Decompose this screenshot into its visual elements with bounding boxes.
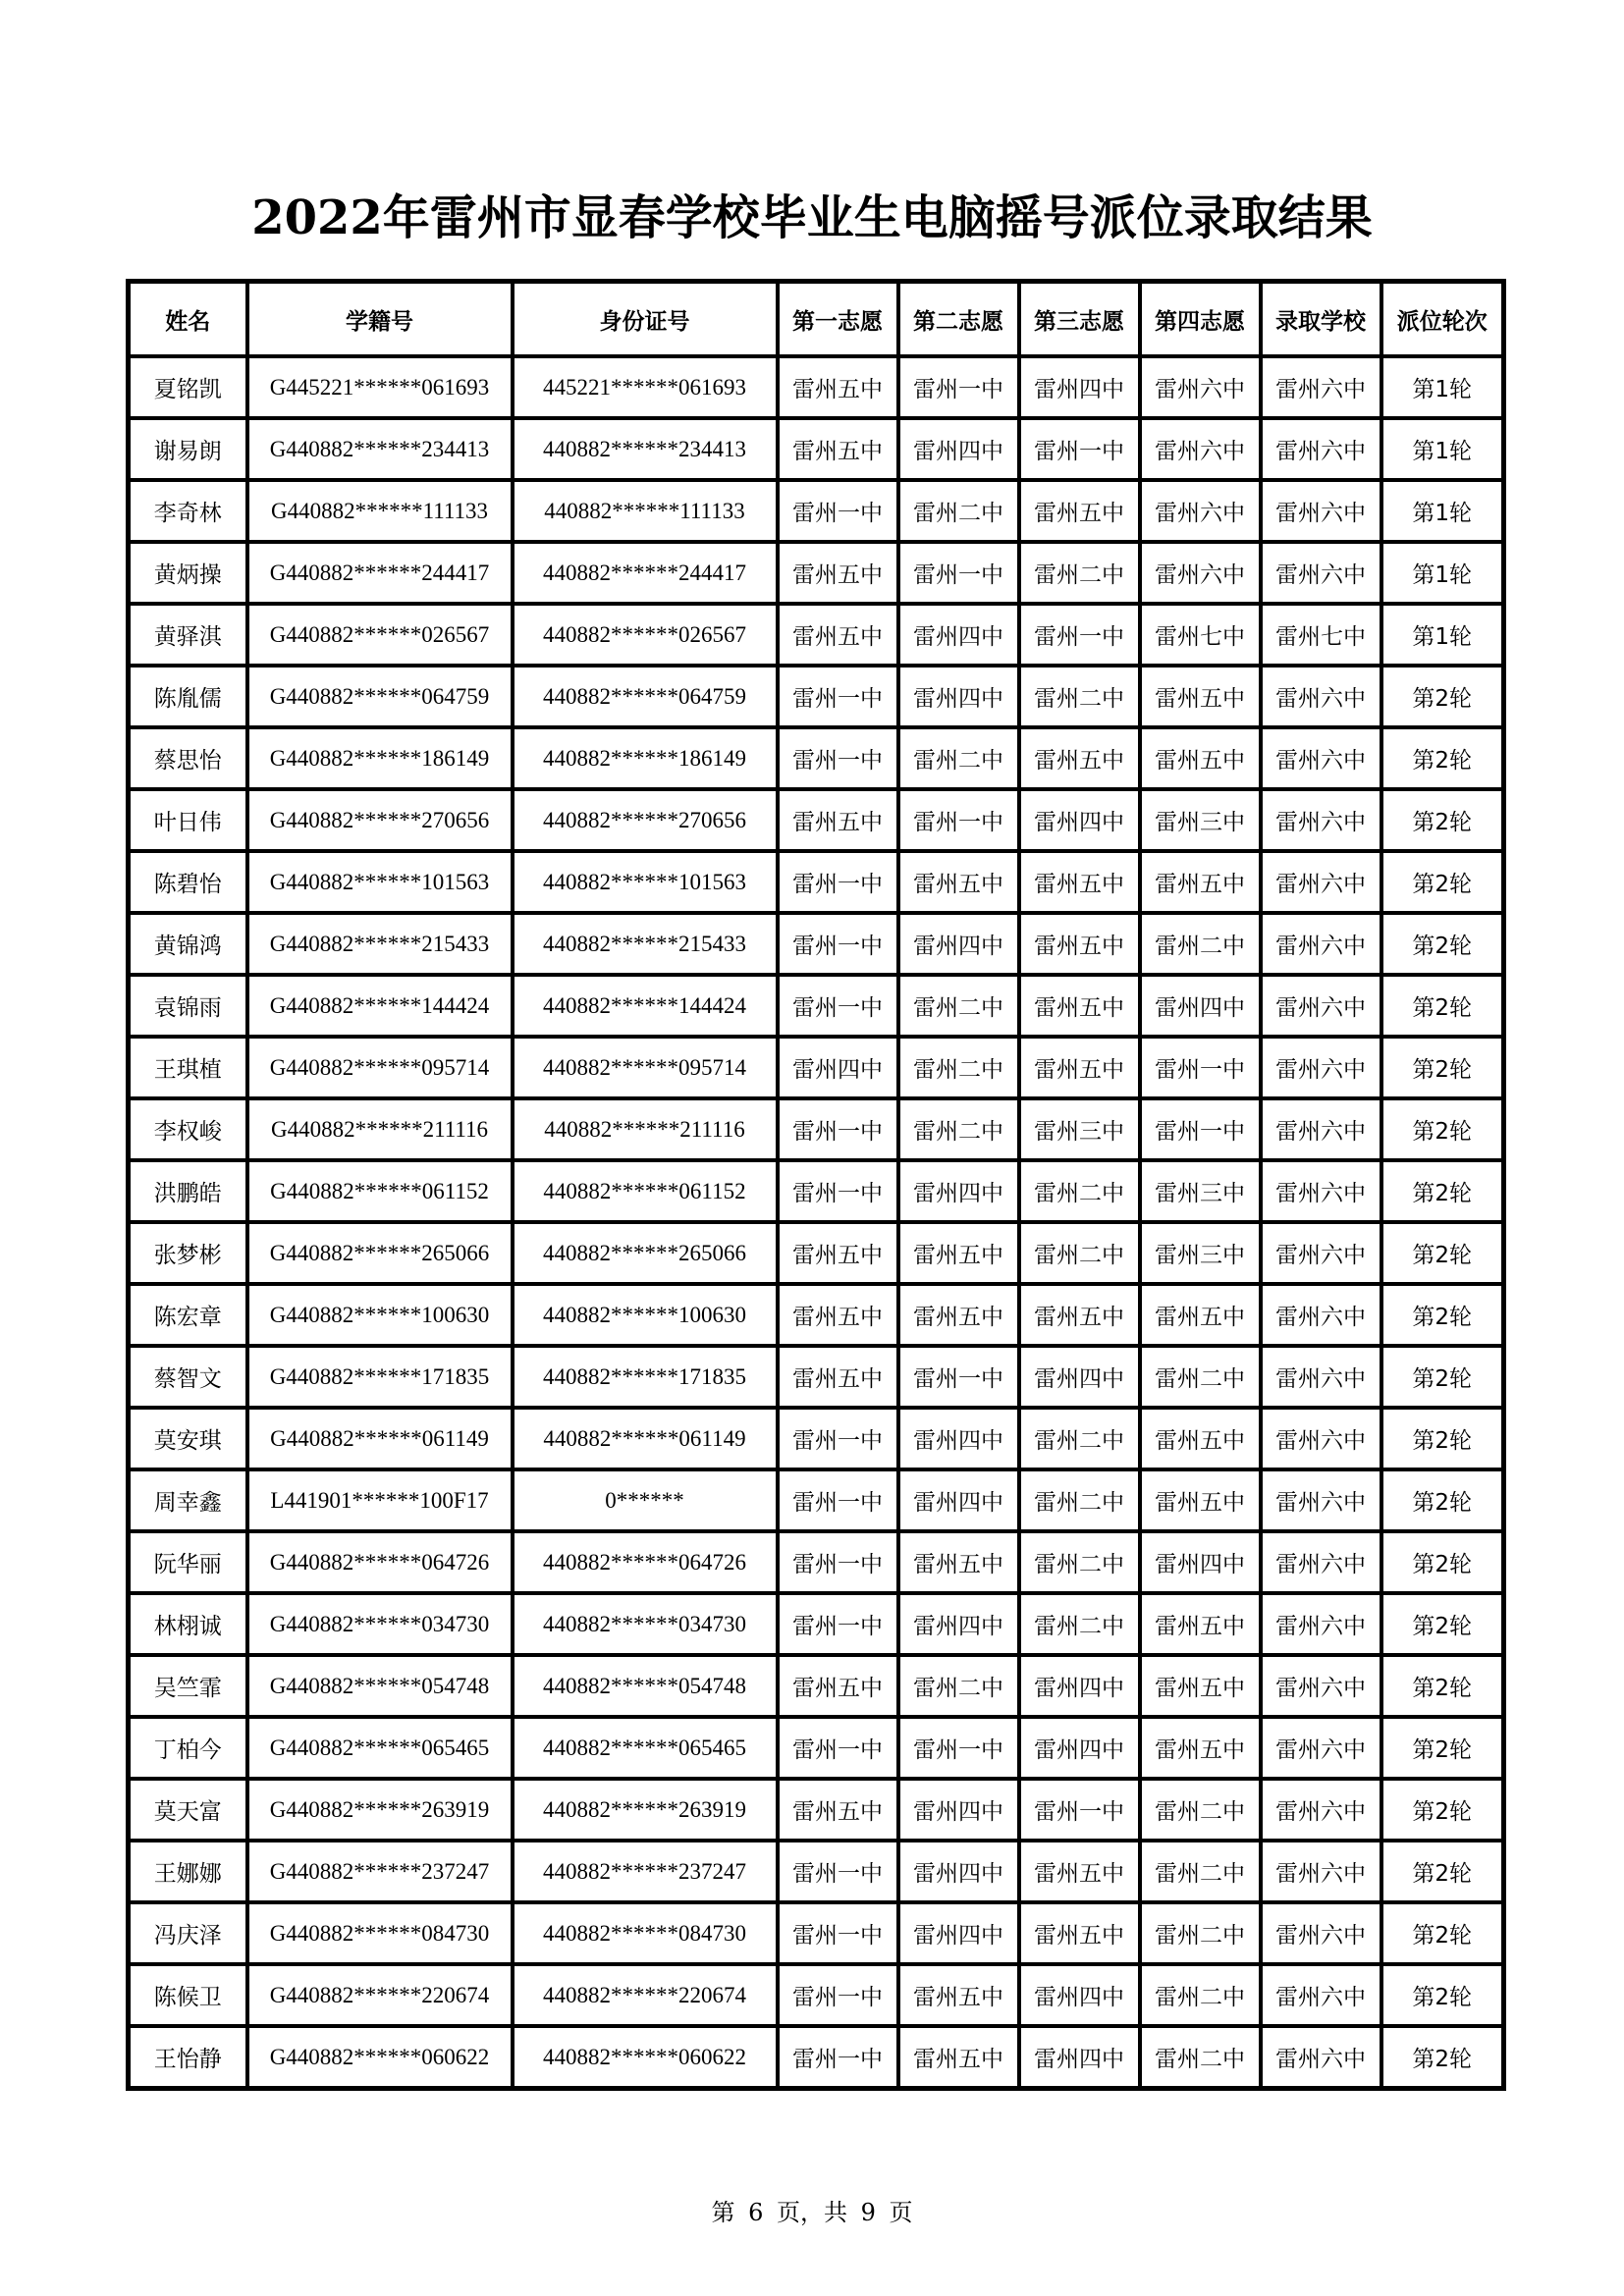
cell-round: 第2轮 [1381, 789, 1504, 851]
cell-admitted-school: 雷州六中 [1261, 727, 1381, 789]
cell-name: 王怡静 [129, 2026, 247, 2089]
cell-choice-2: 雷州五中 [898, 1964, 1019, 2026]
cell-name: 吴竺霏 [129, 1655, 247, 1717]
cell-round: 第2轮 [1381, 1222, 1504, 1284]
cell-student-id: G440882******061149 [247, 1408, 513, 1469]
cell-id-card: 440882******084730 [513, 1902, 778, 1964]
cell-choice-2: 雷州二中 [898, 1098, 1019, 1160]
cell-round: 第2轮 [1381, 975, 1504, 1037]
cell-round: 第2轮 [1381, 1037, 1504, 1098]
cell-admitted-school: 雷州六中 [1261, 356, 1381, 418]
cell-choice-4: 雷州五中 [1140, 1469, 1261, 1531]
cell-choice-2: 雷州二中 [898, 975, 1019, 1037]
cell-student-id: G440882******220674 [247, 1964, 513, 2026]
table-row [129, 1346, 1504, 1408]
cell-choice-1: 雷州五中 [778, 1779, 898, 1841]
cell-choice-3: 雷州二中 [1019, 542, 1140, 604]
table-row [129, 1841, 1504, 1902]
cell-round: 第1轮 [1381, 356, 1504, 418]
cell-choice-1: 雷州五中 [778, 789, 898, 851]
cell-round: 第2轮 [1381, 1902, 1504, 1964]
cell-choice-4: 雷州一中 [1140, 1037, 1261, 1098]
cell-choice-2: 雷州四中 [898, 604, 1019, 666]
cell-choice-3: 雷州五中 [1019, 1037, 1140, 1098]
cell-choice-2: 雷州四中 [898, 1902, 1019, 1964]
table-row [129, 913, 1504, 975]
table-row [129, 1779, 1504, 1841]
cell-admitted-school: 雷州六中 [1261, 1531, 1381, 1593]
cell-choice-1: 雷州一中 [778, 1902, 898, 1964]
cell-id-card: 440882******111133 [513, 480, 778, 542]
cell-student-id: G440882******034730 [247, 1593, 513, 1655]
table-row [129, 727, 1504, 789]
cell-student-id: G440882******064759 [247, 666, 513, 727]
column-header-student-id: 学籍号 [247, 282, 513, 357]
cell-choice-1: 雷州一中 [778, 666, 898, 727]
cell-admitted-school: 雷州六中 [1261, 1593, 1381, 1655]
cell-choice-3: 雷州四中 [1019, 356, 1140, 418]
table-row [129, 1037, 1504, 1098]
cell-round: 第2轮 [1381, 1779, 1504, 1841]
cell-choice-2: 雷州五中 [898, 1284, 1019, 1346]
cell-choice-3: 雷州五中 [1019, 913, 1140, 975]
cell-student-id: G440882******144424 [247, 975, 513, 1037]
cell-id-card: 440882******061149 [513, 1408, 778, 1469]
cell-student-id: G440882******065465 [247, 1717, 513, 1779]
cell-round: 第2轮 [1381, 913, 1504, 975]
cell-choice-1: 雷州五中 [778, 1222, 898, 1284]
cell-round: 第2轮 [1381, 1593, 1504, 1655]
cell-choice-3: 雷州五中 [1019, 1902, 1140, 1964]
cell-round: 第2轮 [1381, 1408, 1504, 1469]
cell-name: 谢易朗 [129, 418, 247, 480]
cell-name: 洪鹏皓 [129, 1160, 247, 1222]
cell-choice-2: 雷州四中 [898, 666, 1019, 727]
cell-choice-2: 雷州五中 [898, 1531, 1019, 1593]
cell-admitted-school: 雷州六中 [1261, 1222, 1381, 1284]
column-header-choice-1: 第一志愿 [778, 282, 898, 357]
cell-choice-4: 雷州七中 [1140, 604, 1261, 666]
cell-choice-1: 雷州五中 [778, 1655, 898, 1717]
cell-admitted-school: 雷州七中 [1261, 604, 1381, 666]
cell-admitted-school: 雷州六中 [1261, 2026, 1381, 2089]
cell-choice-4: 雷州五中 [1140, 851, 1261, 913]
cell-student-id: L441901******100F17 [247, 1469, 513, 1531]
cell-admitted-school: 雷州六中 [1261, 480, 1381, 542]
cell-round: 第1轮 [1381, 542, 1504, 604]
cell-round: 第1轮 [1381, 418, 1504, 480]
cell-choice-2: 雷州一中 [898, 789, 1019, 851]
cell-id-card: 440882******186149 [513, 727, 778, 789]
cell-round: 第2轮 [1381, 851, 1504, 913]
cell-choice-2: 雷州四中 [898, 1469, 1019, 1531]
cell-choice-1: 雷州一中 [778, 913, 898, 975]
column-header-choice-3: 第三志愿 [1019, 282, 1140, 357]
cell-student-id: G440882******111133 [247, 480, 513, 542]
cell-choice-2: 雷州四中 [898, 1160, 1019, 1222]
cell-choice-3: 雷州五中 [1019, 1841, 1140, 1902]
cell-id-card: 440882******215433 [513, 913, 778, 975]
cell-choice-4: 雷州三中 [1140, 1222, 1261, 1284]
cell-choice-2: 雷州一中 [898, 1717, 1019, 1779]
cell-student-id: G440882******171835 [247, 1346, 513, 1408]
cell-student-id: G440882******064726 [247, 1531, 513, 1593]
cell-choice-1: 雷州五中 [778, 604, 898, 666]
cell-student-id: G440882******244417 [247, 542, 513, 604]
cell-admitted-school: 雷州六中 [1261, 1841, 1381, 1902]
cell-choice-4: 雷州六中 [1140, 356, 1261, 418]
cell-choice-2: 雷州五中 [898, 1222, 1019, 1284]
cell-choice-2: 雷州四中 [898, 1779, 1019, 1841]
cell-choice-1: 雷州一中 [778, 727, 898, 789]
table-row [129, 604, 1504, 666]
cell-round: 第2轮 [1381, 1284, 1504, 1346]
cell-choice-3: 雷州五中 [1019, 851, 1140, 913]
cell-choice-2: 雷州四中 [898, 913, 1019, 975]
cell-name: 陈碧怡 [129, 851, 247, 913]
cell-round: 第2轮 [1381, 727, 1504, 789]
cell-name: 袁锦雨 [129, 975, 247, 1037]
cell-admitted-school: 雷州六中 [1261, 1284, 1381, 1346]
cell-name: 陈候卫 [129, 1964, 247, 2026]
cell-choice-4: 雷州一中 [1140, 1098, 1261, 1160]
cell-round: 第2轮 [1381, 1964, 1504, 2026]
cell-choice-1: 雷州一中 [778, 851, 898, 913]
table-row [129, 1964, 1504, 2026]
cell-name: 李奇林 [129, 480, 247, 542]
cell-round: 第2轮 [1381, 1346, 1504, 1408]
cell-student-id: G440882******270656 [247, 789, 513, 851]
cell-round: 第1轮 [1381, 604, 1504, 666]
cell-choice-1: 雷州五中 [778, 418, 898, 480]
cell-choice-4: 雷州二中 [1140, 1964, 1261, 2026]
cell-student-id: G440882******084730 [247, 1902, 513, 1964]
column-header-round: 派位轮次 [1381, 282, 1504, 357]
table-row [129, 1408, 1504, 1469]
cell-id-card: 440882******144424 [513, 975, 778, 1037]
table-row [129, 1902, 1504, 1964]
cell-admitted-school: 雷州六中 [1261, 851, 1381, 913]
cell-id-card: 440882******244417 [513, 542, 778, 604]
table-row [129, 418, 1504, 480]
cell-choice-3: 雷州一中 [1019, 418, 1140, 480]
column-header-id-card: 身份证号 [513, 282, 778, 357]
cell-choice-1: 雷州四中 [778, 1037, 898, 1098]
table-header-row [129, 282, 1504, 357]
cell-name: 莫安琪 [129, 1408, 247, 1469]
cell-choice-1: 雷州一中 [778, 1964, 898, 2026]
cell-admitted-school: 雷州六中 [1261, 1779, 1381, 1841]
cell-admitted-school: 雷州六中 [1261, 1902, 1381, 1964]
table-row [129, 1655, 1504, 1717]
cell-choice-3: 雷州四中 [1019, 1717, 1140, 1779]
cell-id-card: 440882******220674 [513, 1964, 778, 2026]
cell-id-card: 440882******237247 [513, 1841, 778, 1902]
table-row [129, 1469, 1504, 1531]
cell-choice-4: 雷州二中 [1140, 2026, 1261, 2089]
cell-choice-1: 雷州一中 [778, 1593, 898, 1655]
cell-round: 第2轮 [1381, 1469, 1504, 1531]
cell-id-card: 440882******265066 [513, 1222, 778, 1284]
cell-admitted-school: 雷州六中 [1261, 1098, 1381, 1160]
cell-choice-1: 雷州一中 [778, 1408, 898, 1469]
cell-id-card: 440882******064726 [513, 1531, 778, 1593]
cell-round: 第2轮 [1381, 1841, 1504, 1902]
cell-name: 王琪植 [129, 1037, 247, 1098]
cell-id-card: 440882******211116 [513, 1098, 778, 1160]
cell-id-card: 440882******270656 [513, 789, 778, 851]
cell-choice-4: 雷州六中 [1140, 542, 1261, 604]
column-header-name: 姓名 [129, 282, 247, 357]
cell-student-id: G440882******186149 [247, 727, 513, 789]
cell-choice-3: 雷州二中 [1019, 1222, 1140, 1284]
cell-id-card: 440882******061152 [513, 1160, 778, 1222]
cell-name: 冯庆泽 [129, 1902, 247, 1964]
cell-student-id: G440882******026567 [247, 604, 513, 666]
document-title: 2022年雷州市显春学校毕业生电脑摇号派位录取结果 [251, 190, 1373, 245]
page-number-footer: 第 6 页，共 9 页 [711, 2199, 913, 2226]
cell-student-id: G440882******237247 [247, 1841, 513, 1902]
cell-choice-1: 雷州五中 [778, 356, 898, 418]
table-row [129, 666, 1504, 727]
cell-name: 黄驿淇 [129, 604, 247, 666]
cell-choice-2: 雷州五中 [898, 2026, 1019, 2089]
cell-student-id: G440882******101563 [247, 851, 513, 913]
cell-admitted-school: 雷州六中 [1261, 1160, 1381, 1222]
cell-choice-1: 雷州一中 [778, 1098, 898, 1160]
cell-id-card: 440882******064759 [513, 666, 778, 727]
cell-name: 陈宏章 [129, 1284, 247, 1346]
cell-admitted-school: 雷州六中 [1261, 1408, 1381, 1469]
cell-choice-4: 雷州三中 [1140, 789, 1261, 851]
cell-choice-3: 雷州二中 [1019, 666, 1140, 727]
cell-choice-2: 雷州二中 [898, 727, 1019, 789]
table-row [129, 1593, 1504, 1655]
table-row [129, 1717, 1504, 1779]
cell-admitted-school: 雷州六中 [1261, 1037, 1381, 1098]
cell-id-card: 440882******060622 [513, 2026, 778, 2089]
cell-choice-2: 雷州四中 [898, 1408, 1019, 1469]
cell-round: 第2轮 [1381, 2026, 1504, 2089]
cell-choice-2: 雷州一中 [898, 542, 1019, 604]
table-row [129, 1531, 1504, 1593]
cell-student-id: G440882******054748 [247, 1655, 513, 1717]
cell-admitted-school: 雷州六中 [1261, 1469, 1381, 1531]
cell-choice-4: 雷州四中 [1140, 1531, 1261, 1593]
table-row [129, 480, 1504, 542]
cell-choice-4: 雷州六中 [1140, 418, 1261, 480]
cell-round: 第2轮 [1381, 666, 1504, 727]
cell-name: 王娜娜 [129, 1841, 247, 1902]
table-row [129, 851, 1504, 913]
cell-choice-4: 雷州五中 [1140, 666, 1261, 727]
table-row [129, 789, 1504, 851]
cell-choice-4: 雷州二中 [1140, 913, 1261, 975]
table-row [129, 2026, 1504, 2089]
cell-id-card: 440882******263919 [513, 1779, 778, 1841]
cell-name: 夏铭凯 [129, 356, 247, 418]
cell-choice-2: 雷州二中 [898, 480, 1019, 542]
admission-results-table [126, 279, 1506, 2091]
table-row [129, 356, 1504, 418]
cell-round: 第1轮 [1381, 480, 1504, 542]
cell-round: 第2轮 [1381, 1655, 1504, 1717]
cell-choice-3: 雷州四中 [1019, 1964, 1140, 2026]
cell-choice-1: 雷州一中 [778, 2026, 898, 2089]
cell-student-id: G440882******061152 [247, 1160, 513, 1222]
cell-admitted-school: 雷州六中 [1261, 666, 1381, 727]
cell-choice-3: 雷州二中 [1019, 1531, 1140, 1593]
cell-choice-4: 雷州二中 [1140, 1779, 1261, 1841]
cell-admitted-school: 雷州六中 [1261, 1346, 1381, 1408]
column-header-choice-4: 第四志愿 [1140, 282, 1261, 357]
cell-student-id: G440882******060622 [247, 2026, 513, 2089]
cell-choice-3: 雷州四中 [1019, 2026, 1140, 2089]
table-body [129, 356, 1504, 2089]
cell-choice-1: 雷州一中 [778, 975, 898, 1037]
cell-name: 蔡思怡 [129, 727, 247, 789]
cell-name: 张梦彬 [129, 1222, 247, 1284]
cell-choice-3: 雷州五中 [1019, 727, 1140, 789]
cell-choice-2: 雷州一中 [898, 1346, 1019, 1408]
cell-student-id: G440882******234413 [247, 418, 513, 480]
cell-id-card: 0****** [513, 1469, 778, 1531]
cell-choice-4: 雷州三中 [1140, 1160, 1261, 1222]
cell-choice-1: 雷州一中 [778, 1469, 898, 1531]
cell-choice-4: 雷州二中 [1140, 1841, 1261, 1902]
cell-choice-2: 雷州五中 [898, 851, 1019, 913]
cell-choice-3: 雷州三中 [1019, 1098, 1140, 1160]
table-row [129, 542, 1504, 604]
cell-name: 李权峻 [129, 1098, 247, 1160]
cell-choice-1: 雷州一中 [778, 1531, 898, 1593]
cell-id-card: 440882******095714 [513, 1037, 778, 1098]
cell-choice-4: 雷州六中 [1140, 480, 1261, 542]
cell-choice-1: 雷州五中 [778, 542, 898, 604]
cell-choice-2: 雷州一中 [898, 356, 1019, 418]
cell-admitted-school: 雷州六中 [1261, 1717, 1381, 1779]
cell-choice-3: 雷州二中 [1019, 1160, 1140, 1222]
cell-id-card: 440882******234413 [513, 418, 778, 480]
column-header-choice-2: 第二志愿 [898, 282, 1019, 357]
cell-choice-3: 雷州五中 [1019, 480, 1140, 542]
cell-choice-4: 雷州五中 [1140, 1284, 1261, 1346]
cell-student-id: G440882******215433 [247, 913, 513, 975]
cell-choice-2: 雷州四中 [898, 1841, 1019, 1902]
cell-id-card: 440882******065465 [513, 1717, 778, 1779]
table-row [129, 1222, 1504, 1284]
cell-choice-4: 雷州五中 [1140, 1717, 1261, 1779]
cell-admitted-school: 雷州六中 [1261, 1655, 1381, 1717]
table-row [129, 1160, 1504, 1222]
cell-name: 黄炳操 [129, 542, 247, 604]
cell-student-id: G445221******061693 [247, 356, 513, 418]
cell-name: 蔡智文 [129, 1346, 247, 1408]
cell-admitted-school: 雷州六中 [1261, 1964, 1381, 2026]
cell-round: 第2轮 [1381, 1717, 1504, 1779]
cell-choice-4: 雷州五中 [1140, 1655, 1261, 1717]
cell-choice-2: 雷州四中 [898, 418, 1019, 480]
table-row [129, 1098, 1504, 1160]
cell-student-id: G440882******263919 [247, 1779, 513, 1841]
cell-student-id: G440882******265066 [247, 1222, 513, 1284]
cell-choice-1: 雷州一中 [778, 1160, 898, 1222]
cell-choice-3: 雷州四中 [1019, 789, 1140, 851]
cell-choice-4: 雷州四中 [1140, 975, 1261, 1037]
cell-id-card: 440882******054748 [513, 1655, 778, 1717]
cell-choice-1: 雷州一中 [778, 1717, 898, 1779]
cell-choice-2: 雷州二中 [898, 1655, 1019, 1717]
cell-choice-1: 雷州一中 [778, 480, 898, 542]
cell-choice-3: 雷州四中 [1019, 1346, 1140, 1408]
cell-round: 第2轮 [1381, 1531, 1504, 1593]
column-header-admitted-school: 录取学校 [1261, 282, 1381, 357]
cell-student-id: G440882******095714 [247, 1037, 513, 1098]
cell-name: 叶日伟 [129, 789, 247, 851]
cell-choice-2: 雷州四中 [898, 1593, 1019, 1655]
cell-choice-4: 雷州二中 [1140, 1902, 1261, 1964]
cell-choice-4: 雷州五中 [1140, 1408, 1261, 1469]
cell-choice-3: 雷州五中 [1019, 1284, 1140, 1346]
cell-name: 莫天富 [129, 1779, 247, 1841]
cell-id-card: 440882******171835 [513, 1346, 778, 1408]
cell-admitted-school: 雷州六中 [1261, 542, 1381, 604]
cell-id-card: 445221******061693 [513, 356, 778, 418]
cell-choice-3: 雷州二中 [1019, 1593, 1140, 1655]
cell-choice-4: 雷州二中 [1140, 1346, 1261, 1408]
cell-choice-1: 雷州五中 [778, 1346, 898, 1408]
cell-choice-3: 雷州五中 [1019, 975, 1140, 1037]
cell-name: 林栩诚 [129, 1593, 247, 1655]
cell-id-card: 440882******026567 [513, 604, 778, 666]
cell-id-card: 440882******100630 [513, 1284, 778, 1346]
cell-name: 阮华丽 [129, 1531, 247, 1593]
cell-choice-3: 雷州四中 [1019, 1655, 1140, 1717]
cell-name: 周幸鑫 [129, 1469, 247, 1531]
cell-choice-4: 雷州五中 [1140, 727, 1261, 789]
cell-choice-3: 雷州二中 [1019, 1408, 1140, 1469]
cell-admitted-school: 雷州六中 [1261, 418, 1381, 480]
cell-student-id: G440882******211116 [247, 1098, 513, 1160]
cell-choice-3: 雷州一中 [1019, 604, 1140, 666]
cell-round: 第2轮 [1381, 1160, 1504, 1222]
cell-admitted-school: 雷州六中 [1261, 913, 1381, 975]
cell-id-card: 440882******034730 [513, 1593, 778, 1655]
table-row [129, 975, 1504, 1037]
cell-admitted-school: 雷州六中 [1261, 789, 1381, 851]
cell-choice-4: 雷州五中 [1140, 1593, 1261, 1655]
cell-round: 第2轮 [1381, 1098, 1504, 1160]
cell-name: 丁柏今 [129, 1717, 247, 1779]
cell-name: 陈胤儒 [129, 666, 247, 727]
cell-choice-3: 雷州二中 [1019, 1469, 1140, 1531]
cell-student-id: G440882******100630 [247, 1284, 513, 1346]
cell-choice-2: 雷州二中 [898, 1037, 1019, 1098]
cell-choice-1: 雷州五中 [778, 1284, 898, 1346]
cell-choice-1: 雷州一中 [778, 1841, 898, 1902]
cell-name: 黄锦鸿 [129, 913, 247, 975]
cell-choice-3: 雷州一中 [1019, 1779, 1140, 1841]
table-row [129, 1284, 1504, 1346]
cell-admitted-school: 雷州六中 [1261, 975, 1381, 1037]
cell-id-card: 440882******101563 [513, 851, 778, 913]
